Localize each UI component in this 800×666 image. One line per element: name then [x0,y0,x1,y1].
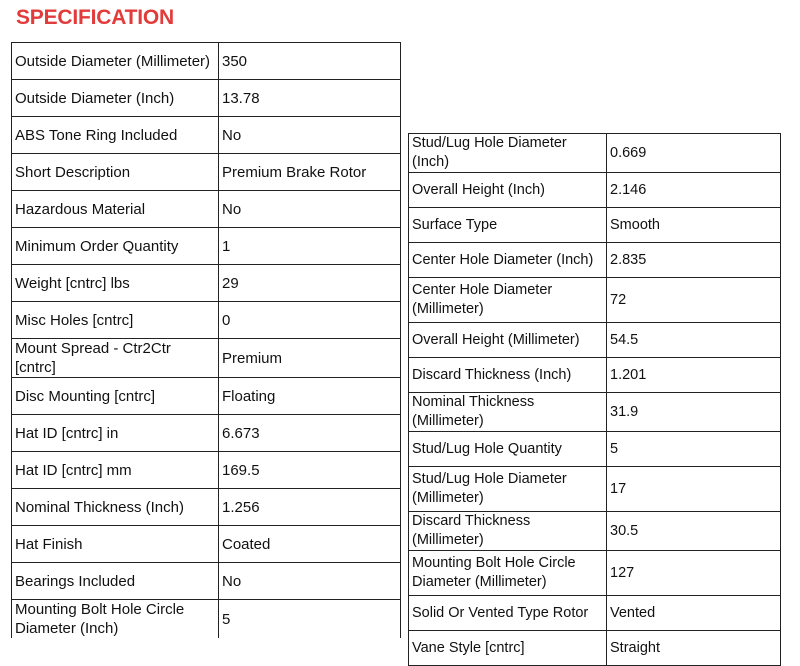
spec-label: Overall Height (Millimeter) [409,323,607,358]
spec-row [409,512,781,551]
spec-value: No [219,117,401,154]
spec-row [12,489,401,526]
spec-value: 72 [607,278,781,323]
spec-label: Mount Spread - Ctr2Ctr [cntrc] [12,339,219,378]
spec-value: Straight [607,631,781,666]
spec-value: Vented [607,596,781,631]
spec-label: Hat ID [cntrc] mm [12,452,219,489]
spec-label: Disc Mounting [cntrc] [12,378,219,415]
spec-label: Bearings Included [12,563,219,600]
spec-row [12,378,401,415]
spec-row [409,551,781,596]
spec-value: 54.5 [607,323,781,358]
spec-row [409,467,781,512]
spec-value: 127 [607,551,781,596]
spec-table-left [11,42,401,638]
spec-value: 5 [219,600,401,639]
spec-value: 2.835 [607,243,781,278]
spec-label: Mounting Bolt Hole Circle Diameter (Millimeter) [409,551,607,596]
spec-label: Mounting Bolt Hole Circle Diameter (Inch) [12,600,219,639]
spec-value: 0.669 [607,134,781,173]
spec-row [12,415,401,452]
spec-value: 30.5 [607,512,781,551]
spec-value: Premium [219,339,401,378]
spec-label: Hat Finish [12,526,219,563]
spec-label: Stud/Lug Hole Quantity [409,432,607,467]
spec-label: Nominal Thickness (Millimeter) [409,393,607,432]
spec-value: Coated [219,526,401,563]
spec-row [409,323,781,358]
spec-label: Outside Diameter (Inch) [12,80,219,117]
spec-label: Discard Thickness (Inch) [409,358,607,393]
spec-row [12,191,401,228]
spec-value: 350 [219,43,401,80]
spec-label: Stud/Lug Hole Diameter (Inch) [409,134,607,173]
spec-value: 29 [219,265,401,302]
spec-value: 0 [219,302,401,339]
spec-value: 1 [219,228,401,265]
spec-value: 13.78 [219,80,401,117]
spec-label: Minimum Order Quantity [12,228,219,265]
spec-label: Outside Diameter (Millimeter) [12,43,219,80]
spec-label: Stud/Lug Hole Diameter (Millimeter) [409,467,607,512]
spec-label: Center Hole Diameter (Inch) [409,243,607,278]
spec-row [409,134,781,173]
spec-row [12,600,401,639]
spec-value: Premium Brake Rotor [219,154,401,191]
spec-value: 5 [607,432,781,467]
spec-label: Discard Thickness (Millimeter) [409,512,607,551]
spec-value: 17 [607,467,781,512]
spec-table-right [408,133,781,666]
spec-row [12,302,401,339]
spec-value: 1.201 [607,358,781,393]
spec-value: 169.5 [219,452,401,489]
spec-label: ABS Tone Ring Included [12,117,219,154]
spec-row [409,393,781,432]
spec-value: 1.256 [219,489,401,526]
spec-value: No [219,191,401,228]
spec-label: Surface Type [409,208,607,243]
spec-row [12,339,401,378]
spec-row [409,243,781,278]
spec-label: Hat ID [cntrc] in [12,415,219,452]
spec-row [409,631,781,666]
spec-label: Vane Style [cntrc] [409,631,607,666]
spec-label: Weight [cntrc] lbs [12,265,219,302]
spec-label: Solid Or Vented Type Rotor [409,596,607,631]
spec-row [12,154,401,191]
spec-row [12,526,401,563]
spec-value: 2.146 [607,173,781,208]
spec-value: 6.673 [219,415,401,452]
spec-row [409,208,781,243]
spec-row [12,452,401,489]
spec-row [409,173,781,208]
spec-row [12,228,401,265]
spec-row [409,432,781,467]
spec-row [12,80,401,117]
spec-row [409,596,781,631]
spec-row [12,265,401,302]
spec-row [409,358,781,393]
spec-value: Smooth [607,208,781,243]
spec-value: 31.9 [607,393,781,432]
spec-label: Center Hole Diameter (Millimeter) [409,278,607,323]
spec-row [12,117,401,154]
spec-label: Overall Height (Inch) [409,173,607,208]
spec-label: Short Description [12,154,219,191]
specification-heading: SPECIFICATION [16,6,175,29]
spec-label: Hazardous Material [12,191,219,228]
spec-value: No [219,563,401,600]
spec-row [12,43,401,80]
spec-row [12,563,401,600]
spec-value: Floating [219,378,401,415]
spec-label: Misc Holes [cntrc] [12,302,219,339]
spec-row [409,278,781,323]
spec-label: Nominal Thickness (Inch) [12,489,219,526]
